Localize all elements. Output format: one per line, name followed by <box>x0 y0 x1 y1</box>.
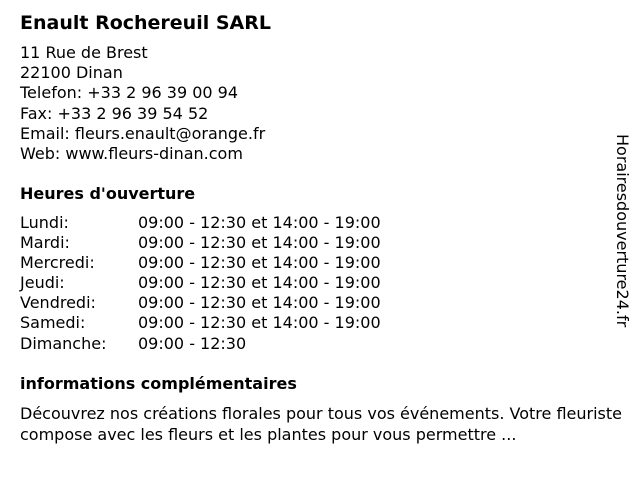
hours-row-friday <box>20 293 440 313</box>
web-line: Web: www.fleurs-dinan.com <box>20 143 243 163</box>
opening-hours-table <box>20 213 440 354</box>
time-range: 09:00 - 12:30 <box>138 333 247 353</box>
day-label: Samedi: <box>20 313 86 333</box>
fax-line: Fax: +33 2 96 39 54 52 <box>20 103 209 123</box>
brand-text: Horairesdouverture24.fr <box>613 134 632 328</box>
time-range: 09:00 - 12:30 et 14:00 - 19:00 <box>138 233 381 253</box>
hours-row-sunday <box>20 334 440 354</box>
hours-row-saturday <box>20 313 440 333</box>
time-range: 09:00 - 12:30 et 14:00 - 19:00 <box>138 213 381 232</box>
brand-watermark <box>611 134 633 344</box>
day-label: Mercredi: <box>20 253 95 273</box>
hours-row-monday <box>20 213 440 233</box>
hours-row-wednesday <box>20 253 440 273</box>
additional-info-heading: informations complémentaires <box>20 374 297 393</box>
hours-row-thursday <box>20 273 440 293</box>
time-range: 09:00 - 12:30 et 14:00 - 19:00 <box>138 293 381 313</box>
time-range: 09:00 - 12:30 et 14:00 - 19:00 <box>138 313 381 333</box>
contact-block <box>20 43 265 164</box>
day-label: Dimanche: <box>20 333 107 353</box>
additional-info-text: Découvrez nos créations florales pour tous vos événements. Votre fleuriste compose avec les fleurs et les plantes pour vous permettre ... <box>20 404 622 444</box>
opening-hours-heading: Heures d'ouverture <box>20 184 196 203</box>
business-name: Enault Rochereuil SARL <box>20 12 271 34</box>
address-street: 11 Rue de Brest <box>20 43 148 62</box>
phone-line: Telefon: +33 2 96 39 00 94 <box>20 83 239 103</box>
address-city: 22100 Dinan <box>20 63 123 83</box>
hours-row-tuesday <box>20 233 440 253</box>
time-range: 09:00 - 12:30 et 14:00 - 19:00 <box>138 273 381 293</box>
email-line: Email: fleurs.enault@orange.fr <box>20 123 266 143</box>
time-range: 09:00 - 12:30 et 14:00 - 19:00 <box>138 253 381 273</box>
day-label: Vendredi: <box>20 293 96 313</box>
day-label: Mardi: <box>20 233 70 253</box>
day-label: Jeudi: <box>20 273 65 293</box>
day-label: Lundi: <box>20 213 69 232</box>
